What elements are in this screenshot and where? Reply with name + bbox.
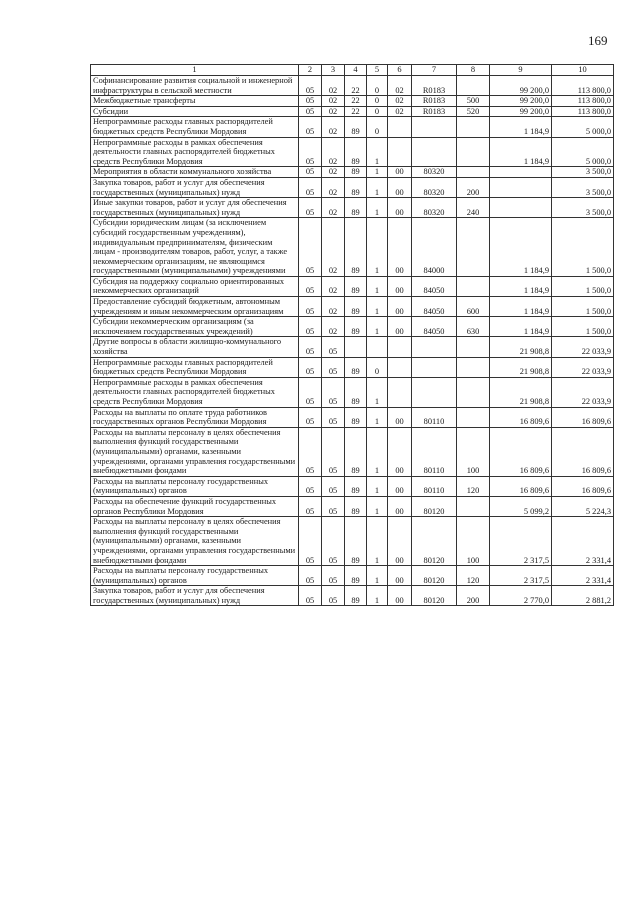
row-value-cell <box>367 337 388 357</box>
row-value-cell: 120 <box>457 566 490 586</box>
row-value-cell <box>457 218 490 277</box>
column-header: 6 <box>388 65 412 76</box>
table-header-row <box>91 65 614 76</box>
row-value-cell: 05 <box>322 407 345 427</box>
row-value-cell: 5 000,0 <box>552 117 614 137</box>
row-value-cell <box>388 117 412 137</box>
row-value-cell: 1 <box>367 407 388 427</box>
row-value-cell: 0 <box>367 357 388 377</box>
row-value-cell: 02 <box>322 177 345 197</box>
table-row <box>91 496 614 516</box>
table-row <box>91 566 614 586</box>
row-value-cell: 99 200,0 <box>490 106 552 117</box>
row-value-cell: 16 809,6 <box>490 407 552 427</box>
row-value-cell: 1 184,9 <box>490 137 552 167</box>
row-value-cell: 16 809,6 <box>552 407 614 427</box>
row-value-cell: 0 <box>367 117 388 137</box>
row-value-cell: 05 <box>299 586 322 606</box>
row-value-cell: 05 <box>299 476 322 496</box>
row-value-cell: 0 <box>367 96 388 107</box>
row-value-cell: 1 500,0 <box>552 276 614 296</box>
row-value-cell: 120 <box>457 476 490 496</box>
row-value-cell: 5 224,3 <box>552 496 614 516</box>
row-value-cell: 89 <box>345 427 367 476</box>
row-value-cell: 02 <box>322 117 345 137</box>
row-value-cell: 0 <box>367 76 388 96</box>
row-value-cell: 100 <box>457 427 490 476</box>
column-header: 1 <box>91 65 299 76</box>
table-row <box>91 218 614 277</box>
column-header: 2 <box>299 65 322 76</box>
row-name-cell: Расходы на выплаты персоналу государственных (муниципальных) органов <box>91 566 299 586</box>
row-value-cell: 16 809,6 <box>552 427 614 476</box>
table-row <box>91 276 614 296</box>
row-value-cell: 02 <box>322 276 345 296</box>
row-value-cell: 05 <box>299 377 322 407</box>
row-value-cell: 00 <box>388 177 412 197</box>
row-name-cell: Софинансирование развития социальной и инженерной инфраструктуры в сельской местности <box>91 76 299 96</box>
row-value-cell: 05 <box>299 106 322 117</box>
row-value-cell: 05 <box>299 198 322 218</box>
budget-table <box>90 64 614 606</box>
row-name-cell: Субсидия на поддержку социально ориентированных некоммерческих организаций <box>91 276 299 296</box>
row-value-cell: 05 <box>322 517 345 566</box>
page-number: 169 <box>588 33 608 48</box>
row-name-cell: Субсидии юридическим лицам (за исключением субсидий государственным учреждениям), индивидуальным предпринимателям, физическим лицам - производителям товаров, работ, услуг, а также некоммерческим организациям, не являющимся государственными (муниципальными) учреждениями <box>91 218 299 277</box>
row-value-cell: R0183 <box>412 106 457 117</box>
row-value-cell: 02 <box>388 106 412 117</box>
row-value-cell: 02 <box>322 106 345 117</box>
row-value-cell: 00 <box>388 218 412 277</box>
row-value-cell: 1 <box>367 276 388 296</box>
table-row <box>91 117 614 137</box>
table-row <box>91 137 614 167</box>
row-value-cell: 00 <box>388 407 412 427</box>
row-value-cell <box>457 117 490 137</box>
row-value-cell: 02 <box>388 96 412 107</box>
row-value-cell: 1 <box>367 167 388 178</box>
row-name-cell: Непрограммные расходы главных распорядителей бюджетных средств Республики Мордовия <box>91 117 299 137</box>
row-value-cell: 05 <box>299 496 322 516</box>
row-value-cell <box>490 167 552 178</box>
row-value-cell: 05 <box>299 317 322 337</box>
row-value-cell <box>457 337 490 357</box>
row-value-cell: 00 <box>388 496 412 516</box>
row-value-cell: 80120 <box>412 566 457 586</box>
row-value-cell: 113 800,0 <box>552 76 614 96</box>
row-value-cell: 05 <box>299 96 322 107</box>
row-value-cell: 05 <box>299 337 322 357</box>
row-value-cell: 240 <box>457 198 490 218</box>
row-value-cell: 1 184,9 <box>490 276 552 296</box>
row-value-cell: 0 <box>367 106 388 117</box>
row-value-cell: 89 <box>345 517 367 566</box>
row-value-cell: 89 <box>345 137 367 167</box>
row-value-cell: 1 <box>367 137 388 167</box>
row-value-cell: 89 <box>345 167 367 178</box>
row-value-cell: 22 <box>345 106 367 117</box>
row-value-cell: 05 <box>299 76 322 96</box>
row-value-cell: 1 <box>367 496 388 516</box>
row-value-cell: 84050 <box>412 276 457 296</box>
table-row <box>91 357 614 377</box>
row-value-cell: 02 <box>322 167 345 178</box>
row-value-cell: 22 033,9 <box>552 377 614 407</box>
row-value-cell: 00 <box>388 276 412 296</box>
row-value-cell: 00 <box>388 586 412 606</box>
row-value-cell <box>490 198 552 218</box>
row-value-cell: 113 800,0 <box>552 96 614 107</box>
row-value-cell: 02 <box>388 76 412 96</box>
row-value-cell: 02 <box>322 218 345 277</box>
row-value-cell: 16 809,6 <box>490 427 552 476</box>
row-value-cell: 89 <box>345 476 367 496</box>
table-row <box>91 96 614 107</box>
row-value-cell: 89 <box>345 276 367 296</box>
row-name-cell: Расходы на выплаты по оплате труда работников государственных органов Республики Мордовия <box>91 407 299 427</box>
row-name-cell: Непрограммные расходы главных распорядителей бюджетных средств Республики Мордовия <box>91 357 299 377</box>
row-value-cell <box>457 357 490 377</box>
row-value-cell: 1 184,9 <box>490 117 552 137</box>
row-value-cell: 05 <box>322 586 345 606</box>
row-value-cell: 89 <box>345 218 367 277</box>
row-value-cell: 02 <box>322 76 345 96</box>
row-name-cell: Мероприятия в области коммунального хозяйства <box>91 167 299 178</box>
row-value-cell: 05 <box>322 566 345 586</box>
row-value-cell: 1 <box>367 517 388 566</box>
row-value-cell: 21 908,8 <box>490 377 552 407</box>
row-value-cell <box>457 76 490 96</box>
row-name-cell: Закупка товаров, работ и услуг для обеспечения государственных (муниципальных) нужд <box>91 586 299 606</box>
row-value-cell: 630 <box>457 317 490 337</box>
row-value-cell: 3 500,0 <box>552 177 614 197</box>
row-value-cell: 99 200,0 <box>490 76 552 96</box>
row-value-cell: R0183 <box>412 76 457 96</box>
row-value-cell: 1 <box>367 476 388 496</box>
table-row <box>91 476 614 496</box>
row-value-cell: 89 <box>345 377 367 407</box>
row-value-cell: 1 500,0 <box>552 317 614 337</box>
table-row <box>91 106 614 117</box>
row-value-cell: 80120 <box>412 496 457 516</box>
table-row <box>91 317 614 337</box>
row-value-cell <box>457 167 490 178</box>
row-value-cell: 2 331,4 <box>552 566 614 586</box>
row-value-cell: 05 <box>299 517 322 566</box>
row-value-cell: 5 099,2 <box>490 496 552 516</box>
row-value-cell: 02 <box>322 137 345 167</box>
row-value-cell: 00 <box>388 427 412 476</box>
row-value-cell: 3 500,0 <box>552 198 614 218</box>
row-value-cell: 89 <box>345 177 367 197</box>
row-value-cell: 22 <box>345 76 367 96</box>
row-value-cell: 80320 <box>412 198 457 218</box>
row-value-cell <box>388 337 412 357</box>
table-row <box>91 427 614 476</box>
row-value-cell: 00 <box>388 317 412 337</box>
column-header: 5 <box>367 65 388 76</box>
row-value-cell: 89 <box>345 496 367 516</box>
row-value-cell: 2 317,5 <box>490 517 552 566</box>
row-name-cell: Расходы на выплаты персоналу государственных (муниципальных) органов <box>91 476 299 496</box>
row-name-cell: Непрограммные расходы в рамках обеспечения деятельности главных распорядителей бюджетных средств Республики Мордовия <box>91 377 299 407</box>
row-value-cell: 05 <box>299 297 322 317</box>
table-row <box>91 76 614 96</box>
table-row <box>91 586 614 606</box>
row-value-cell: 84050 <box>412 297 457 317</box>
row-value-cell: 05 <box>299 427 322 476</box>
row-value-cell <box>388 377 412 407</box>
row-value-cell: 00 <box>388 517 412 566</box>
row-value-cell: 500 <box>457 96 490 107</box>
row-value-cell: 84000 <box>412 218 457 277</box>
row-value-cell <box>457 407 490 427</box>
row-value-cell: 80110 <box>412 427 457 476</box>
row-value-cell: 00 <box>388 297 412 317</box>
row-value-cell: 05 <box>322 476 345 496</box>
row-value-cell: 1 <box>367 377 388 407</box>
row-value-cell: 80110 <box>412 407 457 427</box>
row-value-cell: 80320 <box>412 177 457 197</box>
row-value-cell: 05 <box>299 357 322 377</box>
row-value-cell: 00 <box>388 566 412 586</box>
row-value-cell: 05 <box>299 177 322 197</box>
row-value-cell <box>457 276 490 296</box>
row-value-cell: 99 200,0 <box>490 96 552 107</box>
row-value-cell: 89 <box>345 586 367 606</box>
row-value-cell: 05 <box>322 377 345 407</box>
table-row <box>91 297 614 317</box>
table-row <box>91 337 614 357</box>
row-value-cell: 89 <box>345 566 367 586</box>
row-value-cell: 1 500,0 <box>552 218 614 277</box>
row-value-cell: 89 <box>345 297 367 317</box>
row-value-cell: 89 <box>345 407 367 427</box>
row-value-cell: 1 184,9 <box>490 297 552 317</box>
row-value-cell: 00 <box>388 167 412 178</box>
row-value-cell: 2 881,2 <box>552 586 614 606</box>
row-value-cell: 1 <box>367 177 388 197</box>
row-value-cell <box>388 357 412 377</box>
row-value-cell <box>412 137 457 167</box>
row-value-cell: 05 <box>299 117 322 137</box>
row-value-cell: 89 <box>345 317 367 337</box>
table-row <box>91 517 614 566</box>
row-value-cell: 1 <box>367 427 388 476</box>
row-name-cell: Межбюджетные трансферты <box>91 96 299 107</box>
table-row <box>91 167 614 178</box>
row-value-cell: 05 <box>299 566 322 586</box>
row-value-cell <box>412 377 457 407</box>
row-value-cell <box>345 337 367 357</box>
row-value-cell: 3 500,0 <box>552 167 614 178</box>
row-value-cell: 520 <box>457 106 490 117</box>
row-value-cell: 02 <box>322 317 345 337</box>
row-value-cell: 89 <box>345 117 367 137</box>
row-name-cell: Предоставление субсидий бюджетным, автономным учреждениям и иным некоммерческим организациям <box>91 297 299 317</box>
row-value-cell: 89 <box>345 357 367 377</box>
row-value-cell: 21 908,8 <box>490 337 552 357</box>
row-value-cell: 05 <box>299 167 322 178</box>
row-value-cell: 1 <box>367 586 388 606</box>
row-value-cell: 80320 <box>412 167 457 178</box>
row-value-cell: 02 <box>322 297 345 317</box>
table-row <box>91 407 614 427</box>
row-value-cell <box>457 496 490 516</box>
row-value-cell: 1 <box>367 198 388 218</box>
row-value-cell: 80110 <box>412 476 457 496</box>
row-value-cell: 05 <box>299 276 322 296</box>
row-value-cell: 84050 <box>412 317 457 337</box>
row-value-cell: 1 <box>367 297 388 317</box>
table-row <box>91 177 614 197</box>
row-value-cell: R0183 <box>412 96 457 107</box>
row-value-cell: 80120 <box>412 586 457 606</box>
table-row <box>91 198 614 218</box>
row-value-cell: 1 184,9 <box>490 218 552 277</box>
row-value-cell <box>412 117 457 137</box>
row-value-cell: 02 <box>322 198 345 218</box>
row-value-cell <box>388 137 412 167</box>
row-value-cell: 1 500,0 <box>552 297 614 317</box>
row-value-cell: 600 <box>457 297 490 317</box>
row-value-cell: 16 809,6 <box>552 476 614 496</box>
row-value-cell: 05 <box>322 427 345 476</box>
row-name-cell: Расходы на обеспечение функций государственных органов Республики Мордовия <box>91 496 299 516</box>
row-value-cell <box>412 337 457 357</box>
column-header: 7 <box>412 65 457 76</box>
row-value-cell: 21 908,8 <box>490 357 552 377</box>
row-value-cell: 05 <box>322 496 345 516</box>
row-value-cell: 05 <box>299 137 322 167</box>
column-header: 9 <box>490 65 552 76</box>
row-value-cell: 00 <box>388 198 412 218</box>
row-value-cell: 05 <box>299 407 322 427</box>
row-value-cell: 1 <box>367 566 388 586</box>
row-value-cell: 200 <box>457 586 490 606</box>
row-name-cell: Расходы на выплаты персоналу в целях обеспечения выполнения функций государственными (муниципальными) органами, казенными учреждениями, органами управления государственными внебюджетными фондами <box>91 517 299 566</box>
row-value-cell: 22 <box>345 96 367 107</box>
row-value-cell: 22 033,9 <box>552 357 614 377</box>
column-header: 8 <box>457 65 490 76</box>
row-value-cell: 05 <box>322 357 345 377</box>
row-value-cell: 00 <box>388 476 412 496</box>
row-value-cell: 2 770,0 <box>490 586 552 606</box>
row-value-cell: 1 <box>367 317 388 337</box>
column-header: 10 <box>552 65 614 76</box>
row-value-cell: 5 000,0 <box>552 137 614 167</box>
row-value-cell: 113 800,0 <box>552 106 614 117</box>
row-value-cell: 02 <box>322 96 345 107</box>
row-value-cell <box>457 137 490 167</box>
row-value-cell: 1 184,9 <box>490 317 552 337</box>
row-name-cell: Субсидии некоммерческим организациям (за исключением государственных учреждений) <box>91 317 299 337</box>
row-value-cell: 2 317,5 <box>490 566 552 586</box>
row-value-cell: 80120 <box>412 517 457 566</box>
row-name-cell: Расходы на выплаты персоналу в целях обеспечения выполнения функций государственными (муниципальными) органами, казенными учреждениями, органами управления государственными внебюджетными фондами <box>91 427 299 476</box>
row-value-cell: 2 331,4 <box>552 517 614 566</box>
table-row <box>91 377 614 407</box>
row-name-cell: Субсидии <box>91 106 299 117</box>
row-value-cell: 100 <box>457 517 490 566</box>
row-value-cell: 1 <box>367 218 388 277</box>
column-header: 3 <box>322 65 345 76</box>
row-name-cell: Закупка товаров, работ и услуг для обеспечения государственных (муниципальных) нужд <box>91 177 299 197</box>
row-value-cell: 89 <box>345 198 367 218</box>
row-value-cell <box>457 377 490 407</box>
row-value-cell: 22 033,9 <box>552 337 614 357</box>
row-name-cell: Непрограммные расходы в рамках обеспечения деятельности главных распорядителей бюджетных средств Республики Мордовия <box>91 137 299 167</box>
row-value-cell: 16 809,6 <box>490 476 552 496</box>
row-value-cell <box>490 177 552 197</box>
row-name-cell: Иные закупки товаров, работ и услуг для обеспечения государственных (муниципальных) нужд <box>91 198 299 218</box>
row-value-cell: 200 <box>457 177 490 197</box>
row-value-cell: 05 <box>299 218 322 277</box>
row-value-cell: 05 <box>322 337 345 357</box>
row-value-cell <box>412 357 457 377</box>
column-header: 4 <box>345 65 367 76</box>
row-name-cell: Другие вопросы в области жилищно-коммунального хозяйства <box>91 337 299 357</box>
